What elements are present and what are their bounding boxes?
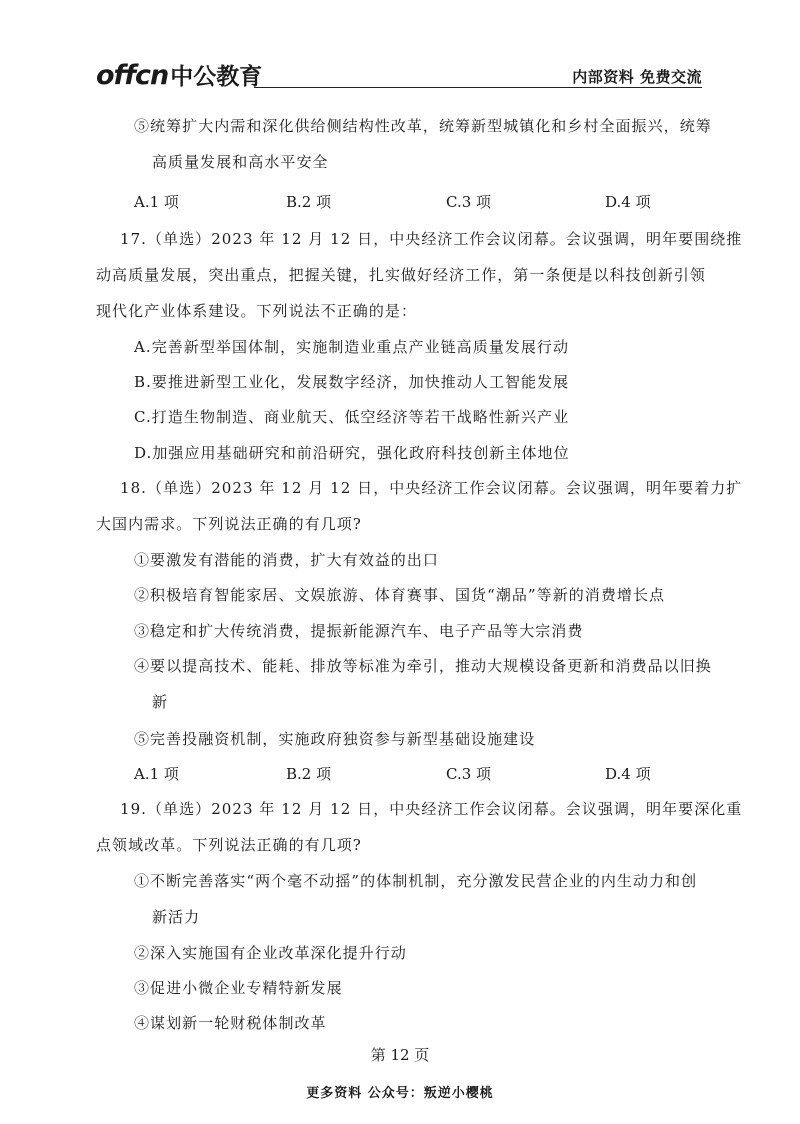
option-d: D.4 项 xyxy=(605,193,651,211)
logo-text-en: offcn xyxy=(96,60,169,91)
q17-option-a: A.完善新型举国体制，实施制造业重点产业链高质量发展行动 xyxy=(134,338,570,356)
q18-stem: 18.（单选）2023 年 12 月 12 日，中央经济工作会议闭幕。会议强调，明年要着力扩 xyxy=(120,479,743,497)
q19-item-4: ④谋划新一轮财税体制改革 xyxy=(134,1014,327,1032)
option-b: B.2 项 xyxy=(286,193,332,211)
option-a: A.1 项 xyxy=(134,765,179,783)
q17-stem-cont1: 动高质量发展，突出重点，把握关键，扎实做好经济工作，第一条便是以科技创新引领 xyxy=(96,266,706,284)
q17-stem-cont2: 现代化产业体系建设。下列说法不正确的是： xyxy=(96,302,418,320)
q19-item-3: ③促进小微企业专精特新发展 xyxy=(134,979,343,997)
page-footer: 更多资料 公众号：叛逆小樱桃 xyxy=(306,1086,494,1101)
q19-stem-cont: 点领域改革。下列说法正确的有几项? xyxy=(96,836,362,854)
header-rule xyxy=(254,87,702,88)
option-c: C.3 项 xyxy=(446,193,492,211)
page-header xyxy=(96,58,702,90)
q17-option-c: C.打造生物制造、商业航天、低空经济等若干战略性新兴产业 xyxy=(134,408,570,426)
q16-item-5: ⑤统筹扩大内需和深化供给侧结构性改革，统筹新型城镇化和乡村全面振兴，统筹 xyxy=(134,117,712,135)
q18-item-4: ④要以提高技术、能耗、排放等标准为牵引，推动大规模设备更新和消费品以旧换 xyxy=(134,657,712,675)
q17-option-d: D.加强应用基础研究和前沿研究，强化政府科技创新主体地位 xyxy=(134,444,570,462)
q19-item-1-cont: 新活力 xyxy=(152,908,201,926)
q17-stem: 17.（单选）2023 年 12 月 12 日，中央经济工作会议闭幕。会议强调，明年要围绕推 xyxy=(120,230,743,248)
offcn-logo xyxy=(96,58,263,91)
q16-options xyxy=(134,191,694,211)
option-b: B.2 项 xyxy=(286,765,332,783)
q19-stem: 19.（单选）2023 年 12 月 12 日，中央经济工作会议闭幕。会议强调，明年要深化重 xyxy=(120,800,743,818)
q18-stem-cont: 大国内需求。下列说法正确的有几项? xyxy=(96,515,362,533)
option-d: D.4 项 xyxy=(605,765,651,783)
option-a: A.1 项 xyxy=(134,193,179,211)
q16-item-5-cont: 高质量发展和高水平安全 xyxy=(152,153,329,171)
q18-item-3: ③稳定和扩大传统消费，提振新能源汽车、电子产品等大宗消费 xyxy=(134,622,584,640)
page-number: 第 12 页 xyxy=(370,1046,430,1064)
q18-item-1: ①要激发有潜能的消费，扩大有效益的出口 xyxy=(134,551,439,569)
logo-text-cn: 中公教育 xyxy=(170,64,263,90)
header-note: 内部资料 免费交流 xyxy=(572,68,702,86)
q18-item-5: ⑤完善投融资机制，实施政府独资参与新型基础设施建设 xyxy=(134,730,536,748)
q18-item-2: ②积极培育智能家居、文娱旅游、体育赛事、国货“潮品”等新的消费增长点 xyxy=(134,586,666,604)
q18-options xyxy=(134,763,694,783)
q19-item-1: ①不断完善落实“两个毫不动摇”的体制机制，充分激发民营企业的内生动力和创 xyxy=(134,872,698,890)
q18-item-4-cont: 新 xyxy=(152,693,169,711)
q17-option-b: B.要推进新型工业化，发展数字经济，加快推动人工智能发展 xyxy=(134,373,570,391)
option-c: C.3 项 xyxy=(446,765,492,783)
q19-item-2: ②深入实施国有企业改革深化提升行动 xyxy=(134,944,407,962)
